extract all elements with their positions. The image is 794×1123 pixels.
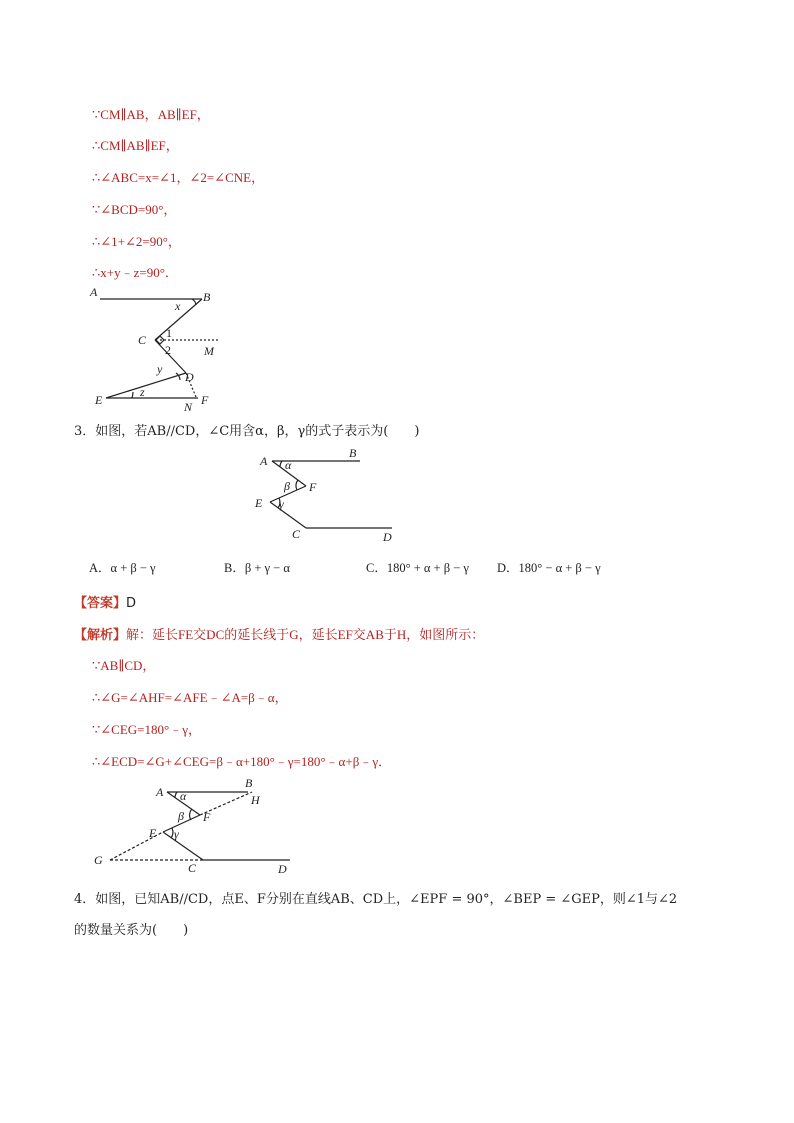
- fig1-label-b: B: [203, 290, 211, 304]
- fig2-label-f: F: [309, 480, 317, 494]
- question-4-line-1: 4．如图，已知AB//CD，点E、F分别在直线AB、CD上，∠EPF = 90°，∠BEP = ∠GEP，则∠1与∠2: [74, 892, 678, 907]
- fig1-label-x: x: [175, 299, 181, 313]
- analysis-line-3: ∵∠CEG=180°﹣γ，: [92, 722, 201, 737]
- option-d: D．180° − α + β − γ: [497, 561, 601, 575]
- analysis-intro: 解：延长FE交DC的延长线于G，延长EF交AB于H，如图所示：: [126, 627, 485, 642]
- fig1-label-m: M: [204, 344, 214, 358]
- fig1-label-c: C: [138, 333, 147, 347]
- fig1-label-z: z: [140, 385, 145, 399]
- fig3-label-gamma: γ: [174, 827, 179, 841]
- fig3-label-c: C: [188, 861, 197, 875]
- option-c: C．180° + α + β − γ: [366, 561, 469, 575]
- fig2-label-e: E: [255, 496, 263, 510]
- option-a: A．α + β − γ: [89, 561, 156, 575]
- fig3-label-f: F: [203, 810, 211, 824]
- fig2-label-a: A: [260, 454, 268, 468]
- fig3-label-a: A: [156, 785, 164, 799]
- fig2-label-gamma: γ: [279, 497, 284, 511]
- answer-value: D: [126, 596, 137, 611]
- question-4-line-2: 的数量关系为( ): [74, 923, 189, 938]
- fig3-label-d: D: [278, 862, 287, 876]
- proof-line-3: ∴∠ABC=x=∠1，∠2=∠CNE，: [92, 170, 265, 185]
- fig2-label-alpha: α: [285, 458, 292, 472]
- analysis-line-4: ∴∠ECD=∠G+∠CEG=β﹣α+180°﹣γ=180°﹣α+β﹣γ．: [92, 754, 392, 769]
- fig2-label-b: B: [349, 446, 357, 460]
- fig1-label-e: E: [95, 393, 103, 407]
- fig1-label-n: N: [184, 400, 193, 414]
- option-b: B．β + γ − α: [224, 561, 290, 575]
- proof-line-6: ∴x+y﹣z=90°．: [92, 265, 178, 280]
- answer-tag: 【答案】: [74, 596, 127, 611]
- analysis-tag: 【解析】: [74, 628, 127, 643]
- proof-line-4: ∵∠BCD=90°，: [92, 202, 177, 217]
- fig1-label-f: F: [201, 393, 209, 407]
- fig1-label-y: y: [157, 362, 163, 376]
- fig3-label-alpha: α: [180, 789, 187, 803]
- fig1-label-a: A: [90, 285, 98, 299]
- fig3-label-h: H: [251, 793, 260, 807]
- fig1-label-2: 2: [165, 343, 171, 357]
- proof-line-2: ∴CM∥AB∥EF，: [92, 138, 179, 153]
- fig3-label-e: E: [149, 826, 157, 840]
- fig1-label-1: 1: [166, 326, 172, 340]
- fig3-label-g: G: [94, 853, 103, 867]
- analysis-line-2: ∴∠G=∠AHF=∠AFE﹣∠A=β﹣α，: [92, 690, 288, 705]
- fig3-label-b: B: [245, 776, 253, 790]
- proof-line-1: ∵CM∥AB，AB∥EF，: [92, 107, 210, 122]
- fig2-label-d: D: [383, 530, 392, 544]
- question-3-stem: 3．如图，若AB//CD，∠C用含α，β，γ的式子表示为( ): [74, 424, 420, 439]
- fig2-label-c: C: [292, 527, 301, 541]
- fig2-label-beta: β: [284, 479, 290, 493]
- proof-line-5: ∴∠1+∠2=90°，: [92, 234, 181, 249]
- fig3-label-beta: β: [178, 809, 184, 823]
- analysis-line-1: ∵AB∥CD，: [92, 658, 156, 673]
- fig1-label-d: D: [185, 370, 194, 384]
